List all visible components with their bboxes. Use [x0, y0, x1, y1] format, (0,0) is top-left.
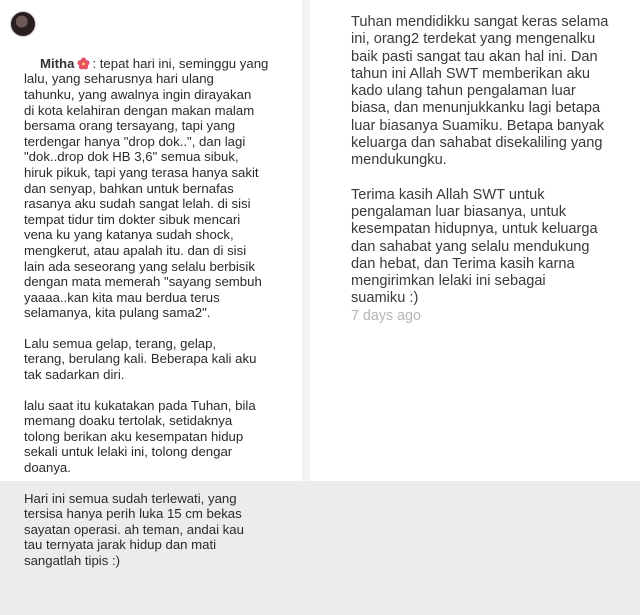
divider	[302, 0, 310, 481]
comment-paragraph: Tuhan mendidikku sangat keras selama ini, orang2 terdekat yang mengenalku baik pasti sangat tau akan hal ini. Dan tahun ini Allah SWT memberikan aku kado ulang tahun pengalaman luar biasa, dan menunjukkanku lagi betapa luar biasanya Suamiku. Betapa banyak keluarga dan sahabat disekaliling yang mendukungku.	[351, 14, 609, 169]
comment-continued	[351, 14, 640, 325]
comment-paragraph: Terima kasih Allah SWT untuk pengalaman luar biasanya, untuk kesempatan hidupnya, untuk keluarga dan sahabat yang selalu mendukung dan hebat, dan Terima kasih karna mengirimkan lelaki ini sebagai suamiku :)	[351, 186, 598, 307]
comment-panel-left	[0, 0, 302, 568]
comment-first-line	[24, 56, 288, 72]
comment-panel-right	[310, 0, 640, 481]
comment-author[interactable]: Mitha	[40, 55, 75, 71]
hibiscus-icon	[77, 57, 90, 70]
comment-text-first: : tepat hari ini, seminggu yang	[92, 55, 269, 71]
comment-paragraph: Lalu semua gelap, terang, gelap, terang, berulang kali. Beberapa kali aku tak sadarkan diri.	[24, 335, 257, 383]
comment-timestamp[interactable]: 7 days ago	[351, 307, 421, 324]
comment-paragraph: lalu, yang seharusnya hari ulang tahunku, yang awalnya ingin dirayakan di kota kelahiran dengan makan malam bersama orang tersayang, tapi yang terdengar hanya "drop dok..", dan lagi "dok..drop dok HB 3,6" semua sibuk, hiruk pikuk, tapi yang terasa hanya sakit dan senyap, bahkan untuk bernafas rasanya aku sudah sangat lelah. di sisi tempat tidur tim dokter sibuk mencari vena ku yang katanya sudah shock, mengkerut, atau apalah itu. dan di sisi lain ada seseorang yang selalu berbisik dengan mata memerah "sayang sembuh yaaaa..kan kita mau berdua terus selamanya, kita pulang sama2".	[24, 71, 262, 321]
comment	[24, 9, 288, 615]
comment-paragraph: Hari ini semua sudah terlewati, yang tersisa hanya perih luka 15 cm bekas sayatan operasi. ah teman, andai kau tau ternyata jarak hidup dan mati sangatlah tipis :)	[24, 490, 244, 568]
avatar[interactable]	[10, 11, 36, 37]
comment-paragraph: lalu saat itu kukatakan pada Tuhan, bila memang doaku tertolak, setidaknya tolong berikan aku kesempatan hidup sekali untuk lelaki ini, tolong dengar doanya.	[24, 397, 256, 476]
